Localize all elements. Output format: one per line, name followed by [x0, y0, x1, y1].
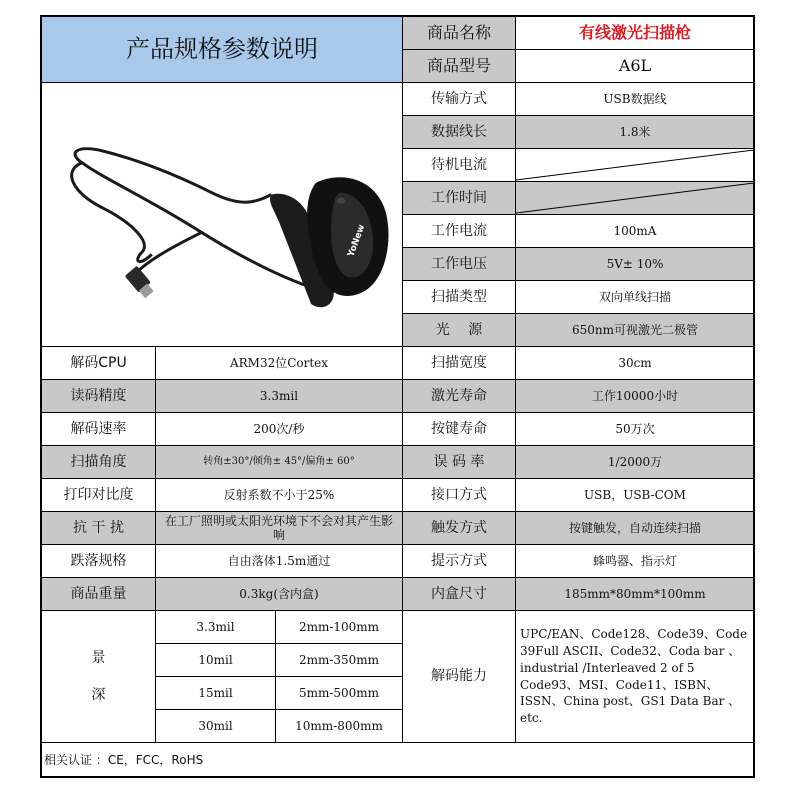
spec-label: 工作电压 — [403, 248, 516, 281]
spec-label: 打印对比度 — [42, 479, 156, 512]
spec-value: 按键触发，自动连续扫描 — [516, 512, 755, 545]
spec-label: 扫描角度 — [42, 446, 156, 479]
brand-logo: YoNew — [346, 223, 368, 259]
spec-value-empty — [516, 149, 755, 182]
spec-value: 185mm*80mm*100mm — [516, 578, 755, 611]
dof-precision: 30mil — [156, 710, 276, 743]
spec-value: 1.8米 — [516, 116, 755, 149]
spec-value: 200次/秒 — [156, 413, 403, 446]
spec-label: 读码精度 — [42, 380, 156, 413]
spec-label: 抗 干 扰 — [42, 512, 156, 545]
dof-range: 10mm-800mm — [276, 710, 403, 743]
spec-label: 跌落规格 — [42, 545, 156, 578]
spec-value: 5V± 10% — [516, 248, 755, 281]
product-model-label: 商品型号 — [403, 50, 516, 83]
spec-value: 在工厂照明或太阳光环境下不会对其产生影响 — [156, 512, 403, 545]
product-name-value: 有线激光扫描枪 — [516, 17, 755, 50]
decode-ability-label: 解码能力 — [403, 611, 516, 743]
spec-value: 自由落体1.5m通过 — [156, 545, 403, 578]
spec-value: 双向单线扫描 — [516, 281, 755, 314]
depth-of-field-label: 景 深 — [42, 611, 156, 743]
spec-label: 解码速率 — [42, 413, 156, 446]
dof-range: 2mm-350mm — [276, 644, 403, 677]
spec-value: 50万次 — [516, 413, 755, 446]
spec-value: USB，USB-COM — [516, 479, 755, 512]
spec-value: 3.3mil — [156, 380, 403, 413]
spec-label: 工作时间 — [403, 182, 516, 215]
dof-range: 5mm-500mm — [276, 677, 403, 710]
spec-label: 内盒尺寸 — [403, 578, 516, 611]
spec-value: 1/2000万 — [516, 446, 755, 479]
spec-value: 0.3kg(含内盒) — [156, 578, 403, 611]
spec-label: 按键寿命 — [403, 413, 516, 446]
spec-label: 扫描类型 — [403, 281, 516, 314]
spec-value: 蜂鸣器、指示灯 — [516, 545, 755, 578]
dof-range: 2mm-100mm — [276, 611, 403, 644]
dof-precision: 10mil — [156, 644, 276, 677]
dof-precision: 3.3mil — [156, 611, 276, 644]
spec-sheet — [40, 15, 755, 778]
decode-ability-value: UPC/EAN、Code128、Code39、Code 39Full ASCII、Code32、Coda bar 、industrial /Interleaved 2 of 5 Code93、MSI、Code11、ISBN、ISSN、China post、GS1 Data Bar 、etc. — [516, 611, 755, 743]
spec-label: 接口方式 — [403, 479, 516, 512]
spec-label: 数据线长 — [403, 116, 516, 149]
certification: 相关认证 ：CE，FCC，RoHS — [42, 743, 755, 778]
spec-value-empty — [516, 182, 755, 215]
spec-label: 激光寿命 — [403, 380, 516, 413]
spec-label: 商品重量 — [42, 578, 156, 611]
spec-value: 反射系数不小于25% — [156, 479, 403, 512]
page-title: 产品规格参数说明 — [42, 17, 403, 83]
spec-value: USB数据线 — [516, 83, 755, 116]
product-photo — [42, 83, 403, 347]
spec-value: 650nm可视激光二极管 — [516, 314, 755, 347]
spec-label: 提示方式 — [403, 545, 516, 578]
spec-label: 触发方式 — [403, 512, 516, 545]
spec-label: 光 源 — [403, 314, 516, 347]
spec-label: 扫描宽度 — [403, 347, 516, 380]
dof-precision: 15mil — [156, 677, 276, 710]
barcode-scanner-image — [42, 83, 402, 346]
product-model-value: A6L — [516, 50, 755, 83]
spec-label: 传输方式 — [403, 83, 516, 116]
spec-value: 100mA — [516, 215, 755, 248]
spec-label: 误 码 率 — [403, 446, 516, 479]
spec-label: 解码CPU — [42, 347, 156, 380]
spec-value: 30cm — [516, 347, 755, 380]
spec-value: 工作10000小时 — [516, 380, 755, 413]
spec-label: 待机电流 — [403, 149, 516, 182]
spec-label: 工作电流 — [403, 215, 516, 248]
spec-value: 转角±30°/倾角± 45°/偏角± 60° — [156, 446, 403, 479]
spec-value: ARM32位Cortex — [156, 347, 403, 380]
product-name-label: 商品名称 — [403, 17, 516, 50]
